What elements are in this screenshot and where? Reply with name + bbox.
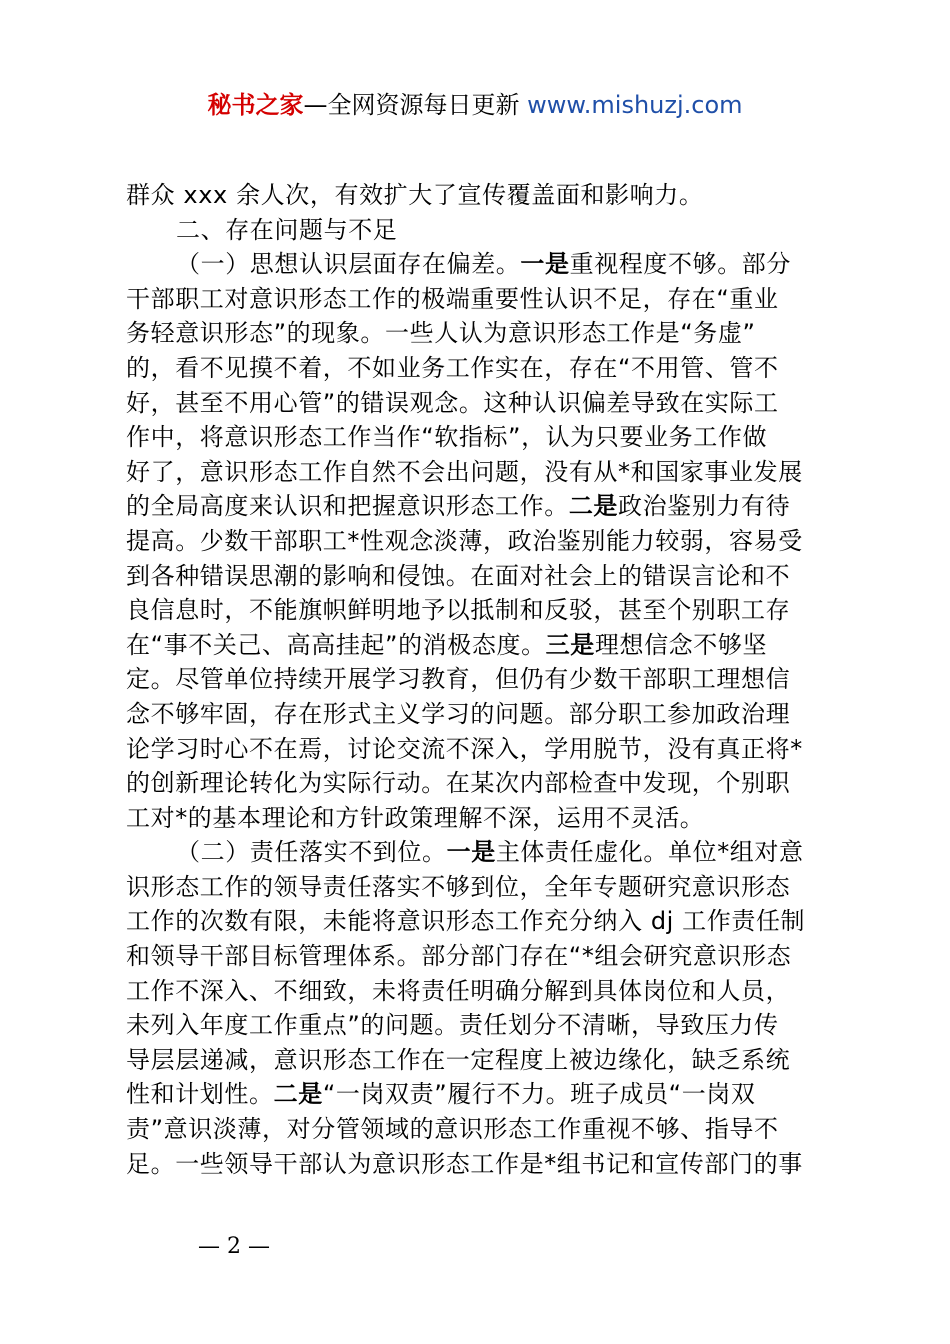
text-line: [126, 1147, 836, 1182]
text-run: 理想信念不够坚: [594, 630, 768, 659]
text-run: 未列入年度工作重点”的问题。责任划分不清晰，导致压力传: [126, 1011, 779, 1040]
text-run: 提高。少数干部职工*性观念淡薄，政治鉴别能力较弱，容易受: [126, 526, 803, 555]
text-line: [126, 801, 836, 836]
text-line: [126, 974, 836, 1009]
site-header: [0, 88, 950, 122]
text-line: [126, 489, 836, 524]
text-line: [126, 420, 836, 455]
text-run: 二、存在问题与不足: [176, 215, 398, 244]
text-line: [126, 247, 836, 282]
text-run: 良信息时，不能旗帜鲜明地予以抵制和反驳，甚至个别职工存: [126, 596, 791, 625]
text-run: 导层层递减，意识形态工作在一定程度上被边缘化，缺乏系统: [126, 1045, 791, 1074]
text-run: 务轻意识形态”的现象。一些人认为意识形态工作是“务虚”: [126, 319, 756, 348]
document-body: [126, 178, 836, 1181]
text-line: [126, 628, 836, 663]
text-line: [126, 559, 836, 594]
text-run: 政治鉴别力有待: [618, 492, 791, 521]
text-run: 的创新理论转化为实际行动。在某次内部检查中发现，个别职: [126, 769, 791, 798]
brand-name: 秘书之家: [207, 91, 304, 119]
text-line: [126, 316, 836, 351]
text-run: 论学习时心不在焉，讨论交流不深入，学用脱节，没有真正将*: [126, 734, 803, 763]
bold-phrase: 一是: [446, 838, 496, 867]
text-run: 群众 xxx 余人次，有效扩大了宣传覆盖面和影响力。: [126, 181, 704, 209]
text-run: （一）思想认识层面存在偏差。: [176, 250, 521, 279]
text-line: [126, 178, 836, 213]
page-number: — 2 —: [198, 1234, 270, 1259]
text-line: [126, 386, 836, 421]
text-line: [126, 870, 836, 905]
text-run: 定。尽管单位持续开展学习教育，但仍有少数干部职工理想信: [126, 665, 791, 694]
text-line: [126, 524, 836, 559]
text-line: [126, 662, 836, 697]
text-run: 主体责任虚化。单位*组对意: [495, 838, 804, 867]
text-run: 的，看不见摸不着，不如业务工作实在，存在“不用管、管不: [126, 353, 779, 382]
text-line: [126, 697, 836, 732]
text-run: 作中，将意识形态工作当作“软指标”，认为只要业务工作做: [126, 423, 768, 452]
text-run: 工作不深入、不细致，未将责任明确分解到具体岗位和人员，: [126, 976, 791, 1005]
text-run: 好了，意识形态工作自然不会出问题，没有从*和国家事业发展: [126, 457, 803, 486]
text-line: [126, 939, 836, 974]
text-run: 在“事不关己、高高挂起”的消极态度。: [126, 630, 546, 659]
text-run: 工作的次数有限，未能将意识形态工作充分纳入 dj 工作责任制: [126, 907, 806, 936]
text-run: 的全局高度来认识和把握意识形态工作。: [126, 492, 569, 521]
text-line: [126, 835, 836, 870]
text-line: [126, 904, 836, 939]
text-run: 和领导干部目标管理体系。部分部门存在“*组会研究意识形态: [126, 942, 792, 971]
text-line: [126, 766, 836, 801]
text-line: [126, 732, 836, 767]
text-run: 重视程度不够。部分: [569, 250, 792, 279]
text-line: [126, 455, 836, 490]
text-run: 工对*的基本理论和方针政策理解不深，运用不灵活。: [126, 803, 705, 832]
text-line: [126, 1043, 836, 1078]
text-run: 到各种错误思潮的影响和侵蚀。在面对社会上的错误言论和不: [126, 561, 791, 590]
bold-phrase: 二是: [273, 1080, 323, 1109]
text-run: 好，甚至不用心管”的错误观念。这种认识偏差导致在实际工: [126, 388, 779, 417]
text-run: 识形态工作的领导责任落实不够到位，全年专题研究意识形态: [126, 872, 791, 901]
text-line: [126, 1077, 836, 1112]
text-line: [126, 213, 836, 248]
bold-phrase: 二是: [568, 492, 619, 521]
text-line: [126, 1008, 836, 1043]
text-run: 足。一些领导干部认为意识形态工作是*组书记和宣传部门的事: [126, 1149, 803, 1178]
text-line: [126, 351, 836, 386]
text-line: [126, 1112, 836, 1147]
text-line: [126, 282, 836, 317]
text-run: 念不够牢固，存在形式主义学习的问题。部分职工参加政治理: [126, 699, 791, 728]
text-run: 干部职工对意识形态工作的极端重要性认识不足，存在“重业: [126, 284, 779, 313]
text-run: “一岗双责”履行不力。班子成员“一岗双: [322, 1080, 756, 1109]
text-run: 责”意识淡薄，对分管领域的意识形态工作重视不够、指导不: [126, 1115, 779, 1144]
bold-phrase: 三是: [545, 630, 595, 659]
header-slogan: —全网资源每日更新: [303, 91, 528, 119]
header-url[interactable]: www.mishuzj.com: [527, 91, 743, 119]
text-line: [126, 593, 836, 628]
text-run: 性和计划性。: [126, 1080, 274, 1109]
text-run: （二）责任落实不到位。: [176, 838, 447, 867]
bold-phrase: 一是: [520, 250, 570, 279]
